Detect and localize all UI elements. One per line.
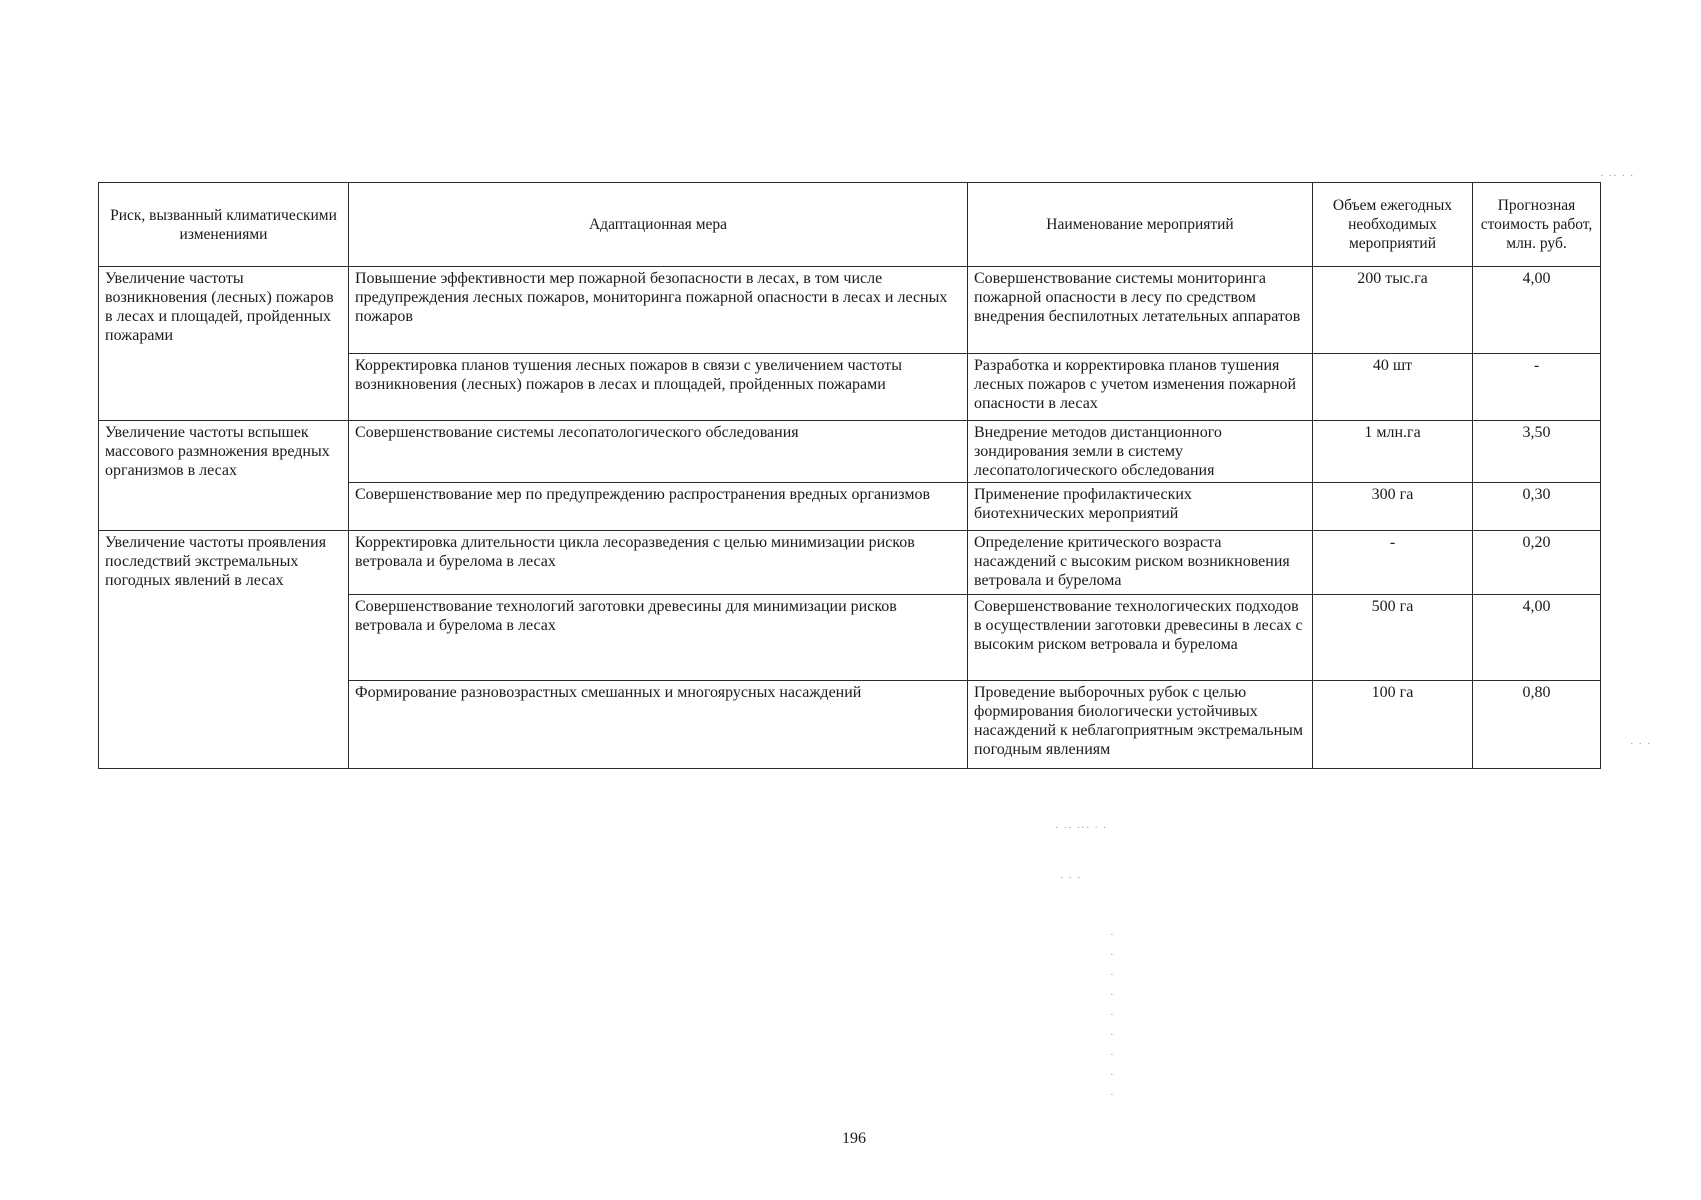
table-row (99, 531, 1601, 595)
header-measure: Адаптационная мера (349, 183, 968, 267)
activity-cell: Проведение выборочных рубок с целью формирования биологически устойчивых насаждений к неблагоприятным экстремальным погодным явлениям (968, 681, 1313, 769)
risk-cell: Увеличение частоты проявления последствий экстремальных погодных явлений в лесах (99, 531, 349, 769)
volume-cell: 40 шт (1313, 354, 1473, 421)
activity-cell: Совершенствование технологических подходов в осуществлении заготовки древесины в лесах с высоким риском ветровала и бурелома (968, 595, 1313, 681)
volume-cell: 100 га (1313, 681, 1473, 769)
header-cost: Прогнозная стоимость работ, млн. руб. (1473, 183, 1601, 267)
scan-speck: · · · (1630, 738, 1652, 750)
measure-cell: Формирование разновозрастных смешанных и многоярусных насаждений (349, 681, 968, 769)
scan-speck: · ·· ··· · · (1055, 822, 1108, 834)
page-number: 196 (842, 1130, 866, 1147)
table-header-row (99, 183, 1601, 267)
cost-cell: 0,30 (1473, 483, 1601, 531)
measure-cell: Совершенствование мер по предупреждению распространения вредных организмов (349, 483, 968, 531)
cost-cell: 4,00 (1473, 267, 1601, 354)
cost-cell: 3,50 (1473, 421, 1601, 483)
measure-cell: Совершенствование технологий заготовки древесины для минимизации рисков ветровала и бурелома в лесах (349, 595, 968, 681)
measure-cell: Корректировка длительности цикла лесоразведения с целью минимизации рисков ветровала и бурелома в лесах (349, 531, 968, 595)
activity-cell: Внедрение методов дистанционного зондирования земли в систему лесопатологического обследования (968, 421, 1313, 483)
header-activity: Наименование мероприятий (968, 183, 1313, 267)
volume-cell: 500 га (1313, 595, 1473, 681)
volume-cell: - (1313, 531, 1473, 595)
measure-cell: Повышение эффективности мер пожарной безопасности в лесах, в том числе предупреждения лесных пожаров, мониторинга пожарной опасности в лесах и лесных пожаров (349, 267, 968, 354)
risk-cell: Увеличение частоты вспышек массового размножения вредных организмов в лесах (99, 421, 349, 531)
activity-cell: Применение профилактических биотехнических мероприятий (968, 483, 1313, 531)
measure-cell: Совершенствование системы лесопатологического обследования (349, 421, 968, 483)
header-risk: Риск, вызванный климатическими изменениями (99, 183, 349, 267)
activity-cell: Разработка и корректировка планов тушения лесных пожаров с учетом изменения пожарной опасности в лесах (968, 354, 1313, 421)
table-row (99, 421, 1601, 483)
activity-cell: Совершенствование системы мониторинга пожарной опасности в лесу по средством внедрения беспилотных летательных аппаратов (968, 267, 1313, 354)
volume-cell: 200 тыс.га (1313, 267, 1473, 354)
scan-speck: · · · · · · · · · (1110, 929, 1115, 1101)
volume-cell: 1 млн.га (1313, 421, 1473, 483)
scan-speck: · ·· · · (1600, 170, 1635, 182)
cost-cell: 0,20 (1473, 531, 1601, 595)
measure-cell: Корректировка планов тушения лесных пожаров в связи с увеличением частоты возникновения (лесных) пожаров в лесах и площадей, пройденных пожарами (349, 354, 968, 421)
cost-cell: 0,80 (1473, 681, 1601, 769)
volume-cell: 300 га (1313, 483, 1473, 531)
header-volume: Объем ежегодных необходимых мероприятий (1313, 183, 1473, 267)
adaptation-measures-table (98, 182, 1601, 769)
table-row (99, 267, 1601, 354)
activity-cell: Определение критического возраста насаждений с высоким риском возникновения ветровала и бурелома (968, 531, 1313, 595)
cost-cell: 4,00 (1473, 595, 1601, 681)
scan-speck: · · · (1060, 872, 1082, 884)
risk-cell: Увеличение частоты возникновения (лесных) пожаров в лесах и площадей, пройденных пожарами (99, 267, 349, 421)
cost-cell: - (1473, 354, 1601, 421)
